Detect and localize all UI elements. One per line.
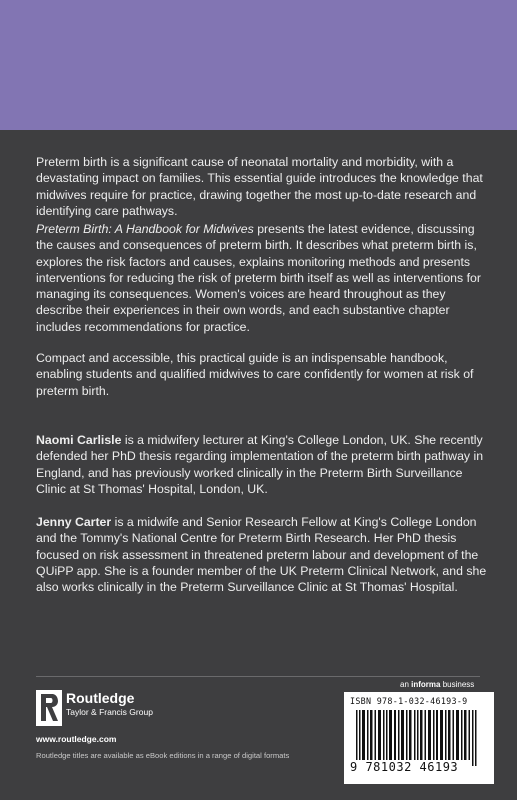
ean-digits: 9 781032 46193	[350, 760, 459, 774]
author-bio-2	[36, 514, 492, 595]
ebook-availability-note: Routledge titles are available as eBook editions in a range of digital formats	[36, 751, 290, 760]
description-paragraph-3-text: Compact and accessible, this practical guide is an indispensable handbook, enabling students and qualified midwives to care confidently for women at risk of preterm birth.	[36, 351, 474, 398]
description-paragraph-3	[36, 350, 492, 399]
author-bio-2-body: is a midwife and Senior Research Fellow at King's College London and the Tommy's National Centre for Preterm Birth Research. Her PhD thesis focused on risk assessment in threatened preterm labour and development of the QUiPP app. She is a founder member of the UK Preterm Clinical Network, and she also works clinically in the Preterm Surveillance Clinic at St Thomas' Hospital.	[36, 515, 487, 595]
publisher-name: Routledge	[66, 690, 135, 706]
description-paragraph-2-text	[36, 221, 492, 335]
isbn-number: ISBN 978-1-032-46193-9	[350, 696, 468, 706]
author-bio-2-text	[36, 514, 492, 595]
informa-suffix: business	[440, 680, 475, 689]
author-bio-1-body: is a midwifery lecturer at King's College London, UK. She recently defended her PhD thesis regarding implementation of the preterm birth pathway in England, and has previously worked clinically in the Preterm Birth Surveillance Clinic at St Thomas' Hospital, London, UK.	[36, 433, 484, 496]
isbn-barcode	[344, 692, 494, 784]
description-paragraph-1	[36, 154, 492, 219]
footer-divider	[36, 676, 480, 677]
barcode-icon	[356, 710, 482, 766]
description-paragraph-2	[36, 221, 492, 335]
author-name-1: Naomi Carlisle	[36, 433, 122, 447]
publisher-group: Taylor & Francis Group	[66, 707, 153, 717]
top-color-band	[0, 0, 517, 130]
informa-word: informa	[411, 680, 441, 689]
informa-business-label	[400, 680, 474, 690]
author-bio-1-text	[36, 432, 492, 497]
author-bio-1	[36, 432, 492, 497]
description-paragraph-1-text: Preterm birth is a significant cause of neonatal mortality and morbidity, with a devastating impact on families. This essential guide introduces the knowledge that midwives require for practice, drawing together the most up-to-date research and identifying care pathways.	[36, 155, 483, 218]
informa-prefix: an	[400, 680, 412, 689]
routledge-logo-icon	[36, 690, 62, 726]
description-paragraph-2-body: presents the latest evidence, discussing the causes and consequences of preterm birth. It describes what preterm birth is, explores the risk factors and causes, explains monitoring methods and presents interventions for reducing the risk of preterm birth itself as well as interventions for managing its consequences. Women's voices are heard throughout as they describe their experiences in their own words, and each substantive chapter includes recommendations for practice.	[36, 222, 481, 334]
author-name-2: Jenny Carter	[36, 515, 112, 529]
publisher-website-link[interactable]: www.routledge.com	[36, 734, 117, 744]
book-title: Preterm Birth: A Handbook for Midwives	[36, 222, 254, 236]
